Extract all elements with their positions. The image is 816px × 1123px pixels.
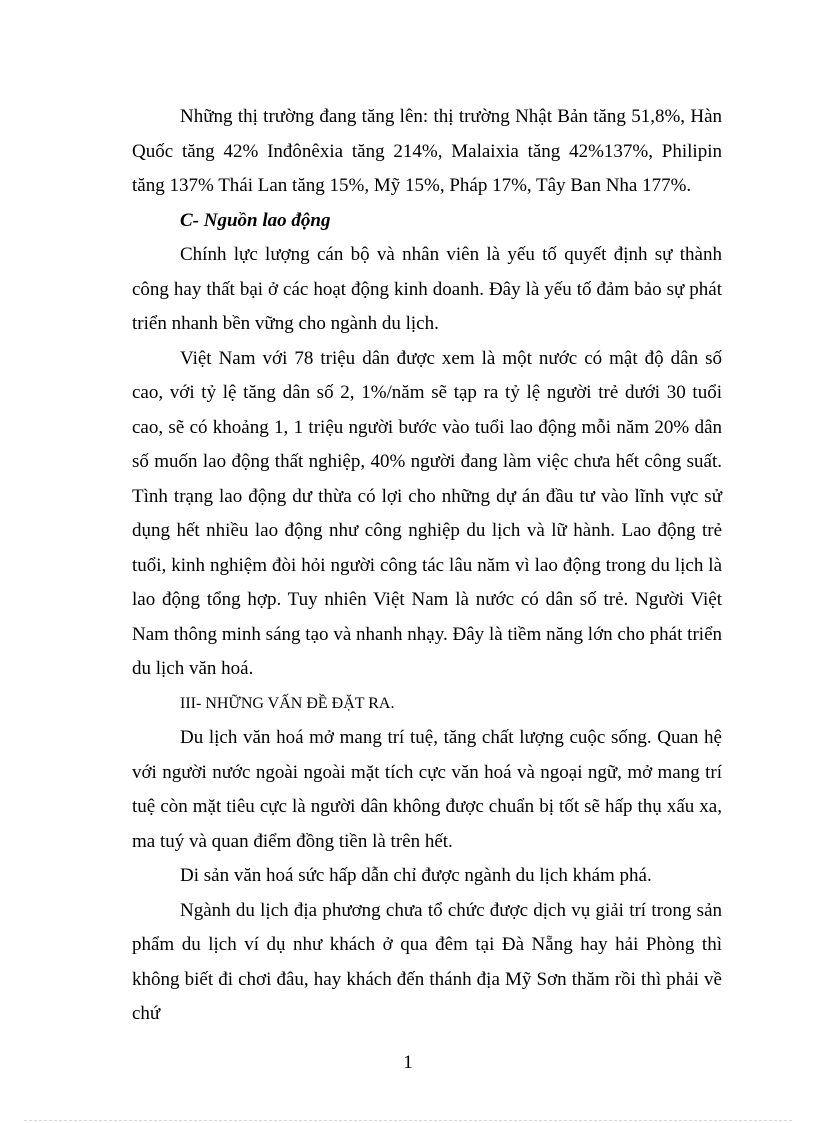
paragraph-labor-2: Việt Nam với 78 triệu dân được xem là một nước có mật độ dân số cao, với tỷ lệ tăng dân số 2, 1%/năm sẽ tạp ra tỷ lệ người trẻ dưới 30 tuổi cao, sẽ có khoảng 1, 1 triệu người bước vào tuổi lao động mỗi năm 20% dân số muốn lao động thất nghiệp, 40% người đang làm việc chưa hết công suất. Tình trạng lao động dư thừa có lợi cho những dự án đầu tư vào lĩnh vực sử dụng hết nhiều lao động như công nghiệp du lịch và lữ hành. Lao động trẻ tuổi, kinh nghiệm đòi hỏi người công tác lâu năm vì lao động trong du lịch là lao động tổng hợp. Tuy nhiên Việt Nam là nước có dân số trẻ. Người Việt Nam thông minh sáng tạo và nhanh nhạy. Đây là tiềm năng lớn cho phát triển du lịch văn hoá. xyxy=(132,347,722,679)
page-bottom-divider xyxy=(24,1120,792,1121)
page-number: 1 xyxy=(403,1052,413,1073)
paragraph-issues-3: Ngành du lịch địa phương chưa tổ chức được dịch vụ giải trí trong sản phẩm du lịch ví dụ như khách ở qua đêm tại Đà Nẵng hay hải Phòng thì không biết đi chơi đâu, hay khách đến thánh địa Mỹ Sơn thăm rồi thì phải về chứ xyxy=(132,899,722,1024)
paragraph-markets: Những thị trường đang tăng lên: thị trường Nhật Bản tăng 51,8%, Hàn Quốc tăng 42% Inđônêxia tăng 214%, Malaixia tăng 42%137%, Philipin tăng 137% Thái Lan tăng 15%, Mỹ 15%, Pháp 17%, Tây Ban Nha 177%. xyxy=(132,106,722,196)
paragraph-issues-1: Du lịch văn hoá mở mang trí tuệ, tăng chất lượng cuộc sống. Quan hệ với người nước ngoài ngoài mặt tích cực văn hoá và ngoại ngữ, mở mang trí tuệ còn mặt tiêu cực là người dân không được chuẩn bị tốt sẽ hấp thụ xấu xa, ma tuý và quan điểm đồng tiền là trên hết. xyxy=(132,727,722,852)
section-c-title: C- Nguồn lao động xyxy=(180,209,331,231)
page-content xyxy=(132,100,722,1032)
paragraph-issues-2: Di sản văn hoá sức hấp dẫn chỉ được ngành du lịch khám phá. xyxy=(180,865,652,886)
paragraph-labor-1: Chính lực lượng cán bộ và nhân viên là yếu tố quyết định sự thành công hay thất bại ở các hoạt động kinh doanh. Đây là yếu tố đảm bảo sự phát triển nhanh bền vững cho ngành du lịch. xyxy=(132,244,722,334)
section-3-title: III- NHỮNG VẤN ĐỀ ĐẶT RA. xyxy=(180,694,395,712)
